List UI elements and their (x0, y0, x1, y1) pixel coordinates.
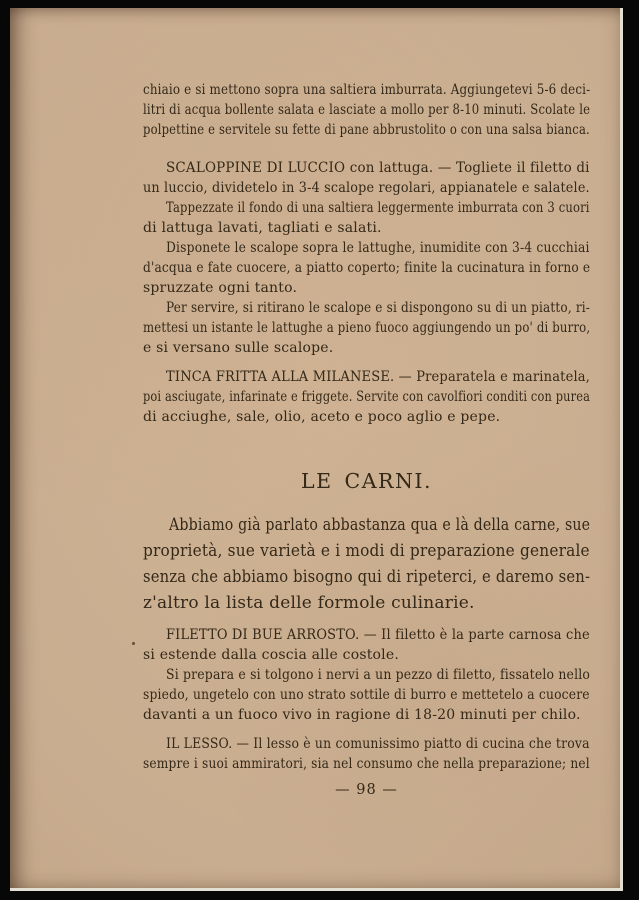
paragraph-disponete (143, 238, 590, 298)
text-line-content: spiedo, ungetelo con uno strato sottile di burro e mettetelo a cuocere (143, 687, 590, 703)
text-line-content: chiaio e si mettono sopra una saltiera imburrata. Aggiungetevi 5-6 deci- (143, 82, 591, 98)
recipe-filetto-di-bue (143, 625, 590, 665)
paragraph-si-prepara (143, 665, 590, 725)
text-line (143, 564, 590, 590)
text-line-content: un luccio, dividetelo in 3-4 scalope regolari, appianatele e salatele. (143, 180, 590, 196)
text-line (143, 178, 590, 198)
text-line (143, 645, 590, 665)
text-line (143, 198, 590, 218)
text-line (143, 590, 590, 616)
text-line-content: z'altro la lista delle formole culinarie. (143, 593, 475, 613)
text-line-content: e si versano sulle scalope. (143, 340, 334, 356)
text-line-content: mettesi un istante le lattughe a pieno fuoco aggiungendo un po' di burro, (143, 320, 591, 336)
paragraph-per-servire (143, 298, 590, 358)
text-line (143, 218, 590, 238)
text-line (143, 367, 590, 387)
text-line-content: d'acqua e fate cuocere, a piatto coperto; finite la cucinatura in forno e (143, 260, 591, 276)
text-line-content: poi asciugate, infarinate e friggete. Servite con cavolfiori conditi con purea (143, 389, 591, 405)
text-line (143, 512, 590, 538)
text-line-content: FILETTO DI BUE ARROSTO. — Il filetto è la parte carnosa che (166, 627, 590, 643)
text-line (143, 734, 590, 754)
text-line-content: Si prepara e si tolgono i nervi a un pezzo di filetto, fissatelo nello (166, 667, 591, 683)
text-line (143, 80, 590, 100)
text-line (143, 407, 590, 427)
text-line (143, 298, 590, 318)
text-line-content: si estende dalla coscia alle costole. (143, 647, 399, 663)
text-line (143, 625, 590, 645)
text-line (143, 685, 590, 705)
text-line (143, 258, 590, 278)
text-line (143, 318, 590, 338)
text-line (143, 158, 590, 178)
text-line (143, 538, 590, 564)
text-line-content: IL LESSO. — Il lesso è un comunissimo piatto di cucina che trova (166, 736, 590, 752)
page-number: — 98 — (335, 782, 398, 798)
text-line-content: davanti a un fuoco vivo in ragione di 18-20 minuti per chilo. (143, 707, 581, 723)
section-heading-le-carni: LE CARNI. (300, 469, 433, 493)
text-line-content: spruzzate ogni tanto. (143, 280, 298, 296)
recipe-il-lesso (143, 734, 590, 774)
paragraph-polpettine-continuation (143, 80, 590, 140)
text-line (143, 705, 590, 725)
text-line (143, 387, 590, 407)
text-line-content: polpettine e servitele su fette di pane abbrustolito o con una salsa bianca. (143, 122, 590, 138)
text-line-content: TINCA FRITTA ALLA MILANESE. — Preparatela e marinatela, (166, 369, 591, 385)
book-page (10, 8, 623, 891)
text-line-content: di acciughe, sale, olio, aceto e poco aglio e pepe. (143, 409, 501, 425)
text-line-content: di lattuga lavati, tagliati e salati. (143, 220, 382, 236)
paragraph-tappezzate (143, 198, 590, 238)
text-column (143, 80, 590, 800)
text-line-content: senza che abbiamo bisogno qui di ripeterci, e daremo sen- (143, 567, 591, 587)
text-line-content: Disponete le scalope sopra le lattughe, inumidite con 3-4 cucchiai (166, 240, 590, 256)
text-line-content: Abbiamo già parlato abbastanza qua e là della carne, sue (169, 515, 591, 535)
text-line (143, 238, 590, 258)
recipe-scaloppine-di-luccio (143, 158, 590, 198)
text-line-content: SCALOPPINE DI LUCCIO con lattuga. — Togliete il filetto di (166, 160, 590, 176)
text-line-content: Tappezzate il fondo di una saltiera leggermente imburrata con 3 cuori (166, 200, 590, 216)
text-line (143, 338, 590, 358)
paragraph-carni-intro (143, 512, 590, 616)
ink-speck (132, 642, 135, 645)
text-line-content: Per servire, si ritirano le scalope e si dispongono su di un piatto, ri- (166, 300, 591, 316)
text-line (143, 278, 590, 298)
recipe-tinca-fritta (143, 367, 590, 427)
text-line (143, 665, 590, 685)
text-line (143, 754, 590, 774)
text-line-content: litri di acqua bollente salata e lasciate a mollo per 8-10 minuti. Scolate le (143, 102, 591, 118)
text-line-content: sempre i suoi ammiratori, sia nel consumo che nella preparazione; nel (143, 756, 590, 772)
text-line (143, 120, 590, 140)
text-line (143, 100, 590, 120)
text-line-content: proprietà, sue varietà e i modi di preparazione generale (143, 541, 590, 561)
